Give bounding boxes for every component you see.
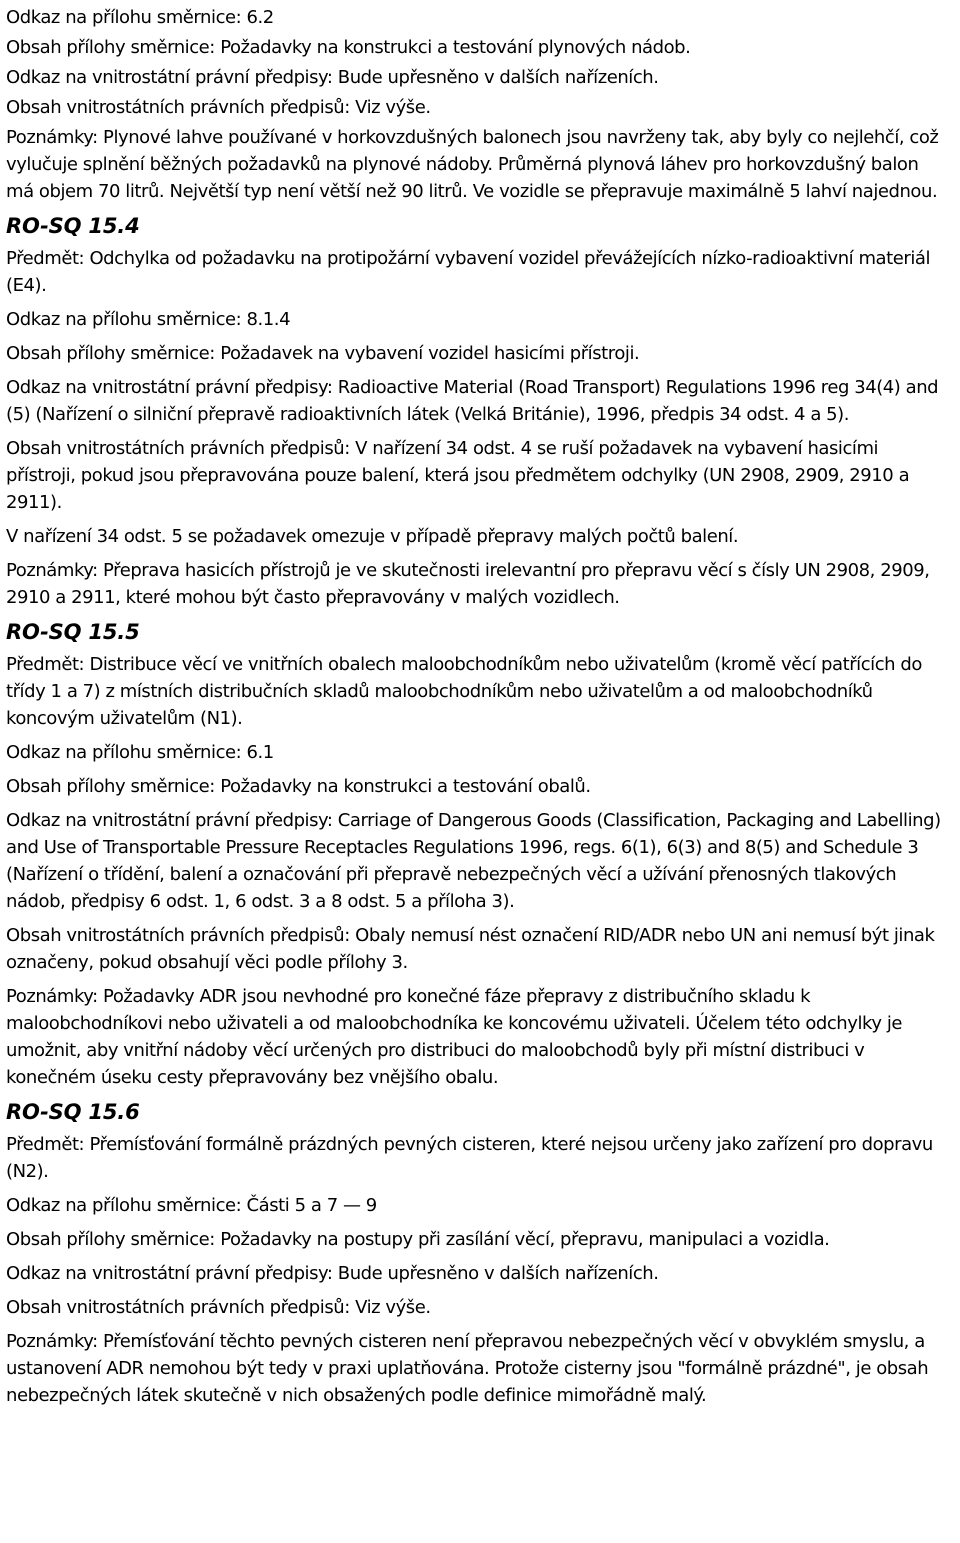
regulation-note: V nařízení 34 odst. 5 se požadavek omezuje v případě přepravy malých počtů balení. (6, 526, 739, 547)
notes-paragraph: Poznámky: Plynové lahve používané v horkovzdušných balonech jsou navrženy tak, aby byly co nejlehčí, což vylučuje splnění běžných požadavků na plynové nádoby. Průměrná plynová láhev pro horkovzdušný balon má objem 70 litrů. Největší typ není větší než 90 litrů. Ve vozidle se přepravuje maximálně 5 lahví najednou. (6, 127, 939, 202)
annex-reference: Odkaz na přílohu směrnice: 8.1.4 (6, 309, 291, 330)
subject-paragraph: Předmět: Distribuce věcí ve vnitřních obalech maloobchodníkům nebo uživatelům (kromě věcí patřících do třídy 1 a 7) z místních distribučních skladů maloobchodníkům nebo uživatelům a od maloobchodníků koncovým uživatelům (N1). (6, 654, 922, 729)
section-heading: RO-SQ 15.4 (6, 213, 140, 238)
notes-paragraph: Poznámky: Přemísťování těchto pevných cisteren není přepravou nebezpečných věcí v obvyklém smyslu, a ustanovení ADR nemohou být tedy v praxi uplatňována. Protože cisterny jsou "formálně prázdné", je obsah nebezpečných látek skutečně v nich obsažených podle definice mimořádně malý. (6, 1331, 929, 1406)
annex-content: Obsah přílohy směrnice: Požadavek na vybavení vozidel hasicími přístroji. (6, 343, 640, 364)
national-legislation-reference: Odkaz na vnitrostátní právní předpisy: Carriage of Dangerous Goods (Classification, Packaging and Labelling) and Use of Transportable Pressure Receptacles Regulations 1996, regs. 6(1), 6(3) and 8(5) and Schedule 3 (Nařízení o třídění, balení a označování při přepravě nebezpečných věcí a užívání přenosných tlakových nádob, předpisy 6 odst. 1, 6 odst. 3 a 8 odst. 5 a příloha 3). (6, 810, 941, 912)
national-legislation-content: Obsah vnitrostátních právních předpisů: Viz výše. (6, 1297, 431, 1318)
annex-content: Obsah přílohy směrnice: Požadavky na postupy při zasílání věcí, přepravu, manipulaci a vozidla. (6, 1229, 830, 1250)
national-legislation-reference: Odkaz na vnitrostátní právní předpisy: Bude upřesněno v dalších nařízeních. (6, 1263, 659, 1284)
section-heading: RO-SQ 15.6 (6, 1099, 140, 1124)
subject-paragraph: Předmět: Odchylka od požadavku na protipožární vybavení vozidel převážejících nízko-radioaktivní materiál (E4). (6, 248, 931, 296)
national-legislation-content: Obsah vnitrostátních právních předpisů: Obaly nemusí nést označení RID/ADR nebo UN ani nemusí být jinak označeny, pokud obsahují věci podle přílohy 3. (6, 925, 935, 973)
national-legislation-reference: Odkaz na vnitrostátní právní předpisy: Bude upřesněno v dalších nařízeních. (6, 67, 659, 88)
subject-paragraph: Předmět: Přemísťování formálně prázdných pevných cisteren, které nejsou určeny jako zařízení pro dopravu (N2). (6, 1134, 933, 1182)
annex-content: Obsah přílohy směrnice: Požadavky na konstrukci a testování obalů. (6, 776, 591, 797)
annex-reference: Odkaz na přílohu směrnice: Části 5 a 7 — 9 (6, 1195, 377, 1216)
notes-paragraph: Poznámky: Přeprava hasicích přístrojů je ve skutečnosti irelevantní pro přepravu věcí s čísly UN 2908, 2909, 2910 a 2911, které mohou být často přepravovány v malých vozidlech. (6, 560, 930, 608)
annex-content: Obsah přílohy směrnice: Požadavky na konstrukci a testování plynových nádob. (6, 37, 691, 58)
notes-paragraph: Poznámky: Požadavky ADR jsou nevhodné pro konečné fáze přepravy z distribučního skladu k maloobchodníkovi nebo uživateli a od maloobchodníka ke koncovému uživateli. Účelem této odchylky je umožnit, aby vnitřní nádoby věcí určených pro distribuci do maloobchodů byly při místní distribuci v konečném úseku cesty přepravovány bez vnějšího obalu. (6, 986, 902, 1088)
national-legislation-content: Obsah vnitrostátních právních předpisů: V nařízení 34 odst. 4 se ruší požadavek na vybavení hasicími přístroji, pokud jsou přepravována pouze balení, která jsou předmětem odchylky (UN 2908, 2909, 2910 a 2911). (6, 438, 910, 513)
national-legislation-content: Obsah vnitrostátních právních předpisů: Viz výše. (6, 97, 431, 118)
section-heading: RO-SQ 15.5 (6, 619, 140, 644)
national-legislation-reference: Odkaz na vnitrostátní právní předpisy: Radioactive Material (Road Transport) Regulations 1996 reg 34(4) and (5) (Nařízení o silniční přepravě radioaktivních látek (Velká Británie), 1996, předpis 34 odst. 4 a 5). (6, 377, 939, 425)
annex-reference: Odkaz na přílohu směrnice: 6.2 (6, 7, 274, 28)
annex-reference: Odkaz na přílohu směrnice: 6.1 (6, 742, 274, 763)
